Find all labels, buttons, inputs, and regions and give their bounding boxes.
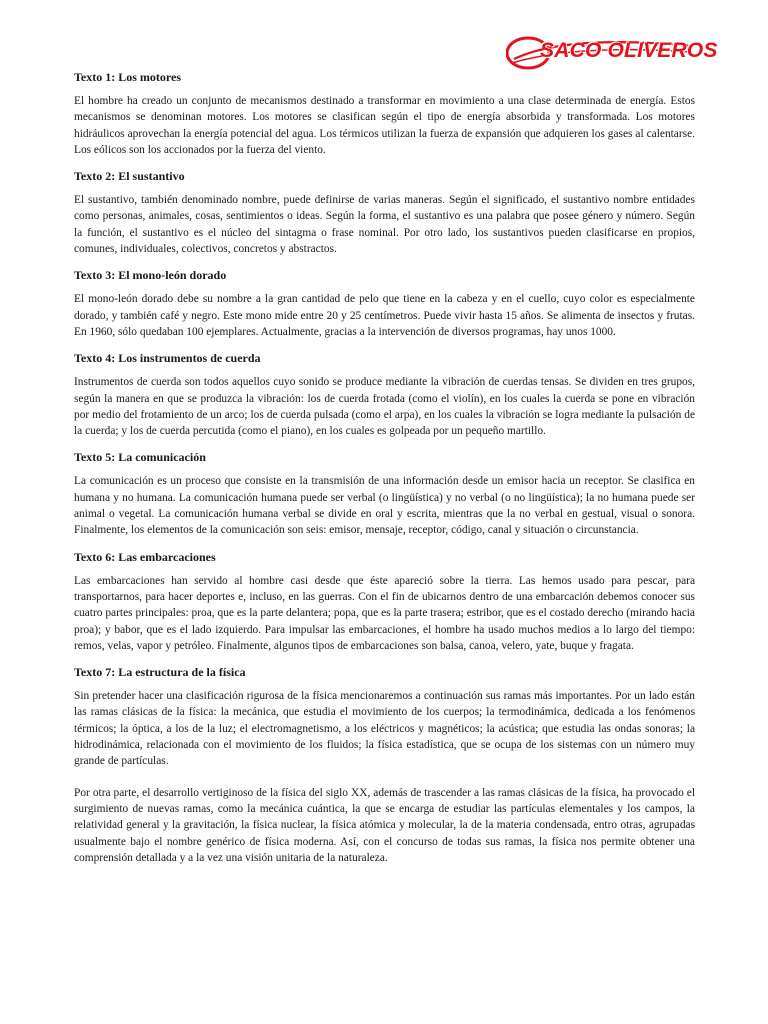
document-body — [74, 69, 695, 876]
section-texto-1 — [74, 69, 695, 158]
section-texto-6 — [74, 549, 695, 654]
section-title: Texto 6: Las embarcaciones — [74, 549, 216, 564]
paragraph: El sustantivo, también denominado nombre, puede definirse de varias maneras. Según el significado, el sustantivo nombre entidades como personas, animales, cosas, sentimientos o ideas. Según la forma, el sustantivo es una palabra que posee género y número. Según la función, el sustantivo es el núcleo del sintagma o frase nominal. Por otro lado, los sustantivos pueden clasificarse en propios, comunes, individuales, colectivos, concretos y abstractos. — [74, 194, 695, 256]
section-title: Texto 3: El mono-león dorado — [74, 268, 227, 283]
paragraph: El mono-león dorado debe su nombre a la gran cantidad de pelo que tiene en la cabeza y en el cuello, cuyo color es especialmente dorado, y también café y negro. Este mono mide entre 20 y 25 centímetros. Puede vivir hasta 15 años. Se alimenta de insectos y frutas. En 1960, sólo quedaban 100 ejemplares. Actualmente, gracias a la intervención de diversos programas, hay unos 1000. — [74, 293, 695, 338]
section-texto-2 — [74, 168, 695, 257]
paragraph: La comunicación es un proceso que consiste en la transmisión de una información desde un emisor hacia un receptor. Se clasifica en humana y no humana. La comunicación humana puede ser verbal (o lingüística) y no verbal (o no lingüística); la no humana puede ser animal o vegetal. La comunicación humana verbal se divide en oral y escrita, mientras que la no verbal en gestual, visual o sonora. Finalmente, los elementos de la comunicación son seis: emisor, mensaje, receptor, código, canal y situación o circunstancia. — [74, 475, 695, 537]
paragraph: Instrumentos de cuerda son todos aquellos cuyo sonido se produce mediante la vibración de cuerdas tensas. Se dividen en tres grupos, según la manera en que se produzca la vibración: los de cuerda frotada (como el violín), en los cuales la cuerda se pone en vibración por medio del frotamiento de un arco; los de cuerda pulsada (como el arpa), en los cuales la vibración se logra mediante la pulsación de la cuerda; y los de cuerda percutida (como el piano), en los cuales es golpeada por un pequeño martillo. — [74, 376, 695, 438]
paragraph: Por otra parte, el desarrollo vertiginoso de la física del siglo XX, además de trascender a las ramas clásicas de la física, ha provocado el surgimiento de nuevas ramas, como la mecánica cuántica, la que se encarga de estudiar las partículas elementales y los campos, la relatividad general y la gravitación, la física nuclear, la física atómica y molecular, la de la materia condensada, entro otras, agrupadas usualmente bajo el nombre genérico de física moderna. Así, con el concurso de todas sus ramas, la física nos permite obtener una comprensión detallada y a la vez una visión unitaria de la naturaleza. — [74, 786, 695, 864]
paragraph: Las embarcaciones han servido al hombre casi desde que éste apareció sobre la tierra. Las hemos usado para pescar, para transportarnos, para hacer deportes e, incluso, en las guerras. Con el fin de ubicarnos dentro de una embarcación debemos conocer sus cuatro partes principales: proa, que es la parte delantera; popa, que es la parte trasera; estribor, que es el costado derecho (mirando hacia proa); y babor, que es el lado izquierdo. Para impulsar las embarcaciones, el hombre ha usado muchos medios a lo largo del tiempo: remos, velas, vapor y petróleo. Finalmente, algunos tipos de embarcaciones son balsa, canoa, velero, yate, buque y fragata. — [74, 574, 695, 652]
section-title: Texto 5: La comunicación — [74, 450, 206, 465]
section-title: Texto 4: Los instrumentos de cuerda — [74, 351, 261, 366]
section-title: Texto 2: El sustantivo — [74, 169, 185, 184]
section-texto-4 — [74, 350, 695, 439]
saco-oliveros-logo — [506, 36, 718, 70]
section-title: Texto 7: La estructura de la física — [74, 665, 246, 680]
section-texto-5 — [74, 449, 695, 538]
section-title: Texto 1: Los motores — [74, 70, 181, 84]
section-texto-3 — [74, 267, 695, 340]
section-texto-7 — [74, 664, 695, 866]
logo-text: SACO OLIVEROS — [540, 39, 718, 62]
paragraph: El hombre ha creado un conjunto de mecanismos destinado a transformar en movimiento a una clase determinada de energía. Estos mecanismos se denominan motores. Los motores se clasifican según el tipo de energía absorbida y transformada. Los motores hidráulicos aprovechan la energía potencial del agua. Los térmicos utilizan la fuerza de expansión que adquieren los gases al calentarse. Los eólicos son los accionados por la fuerza del viento. — [74, 95, 695, 156]
paragraph: Sin pretender hacer una clasificación rigurosa de la física mencionaremos a continuación sus ramas más importantes. Por un lado están las ramas clásicas de la física: la mecánica, que estudia el movimiento de los cuerpos; la termodinámica, dedicada a los fenómenos térmicos; la óptica, a los de la luz; el electromagnetismo, a los eléctricos y magnéticos; la acústica; que estudia las ondas sonoras; la hidrodinámica, relacionada con el movimiento de los fluidos; la física estadística, que se ocupa de los sistemas con un número muy grande de partículas. — [74, 690, 695, 768]
